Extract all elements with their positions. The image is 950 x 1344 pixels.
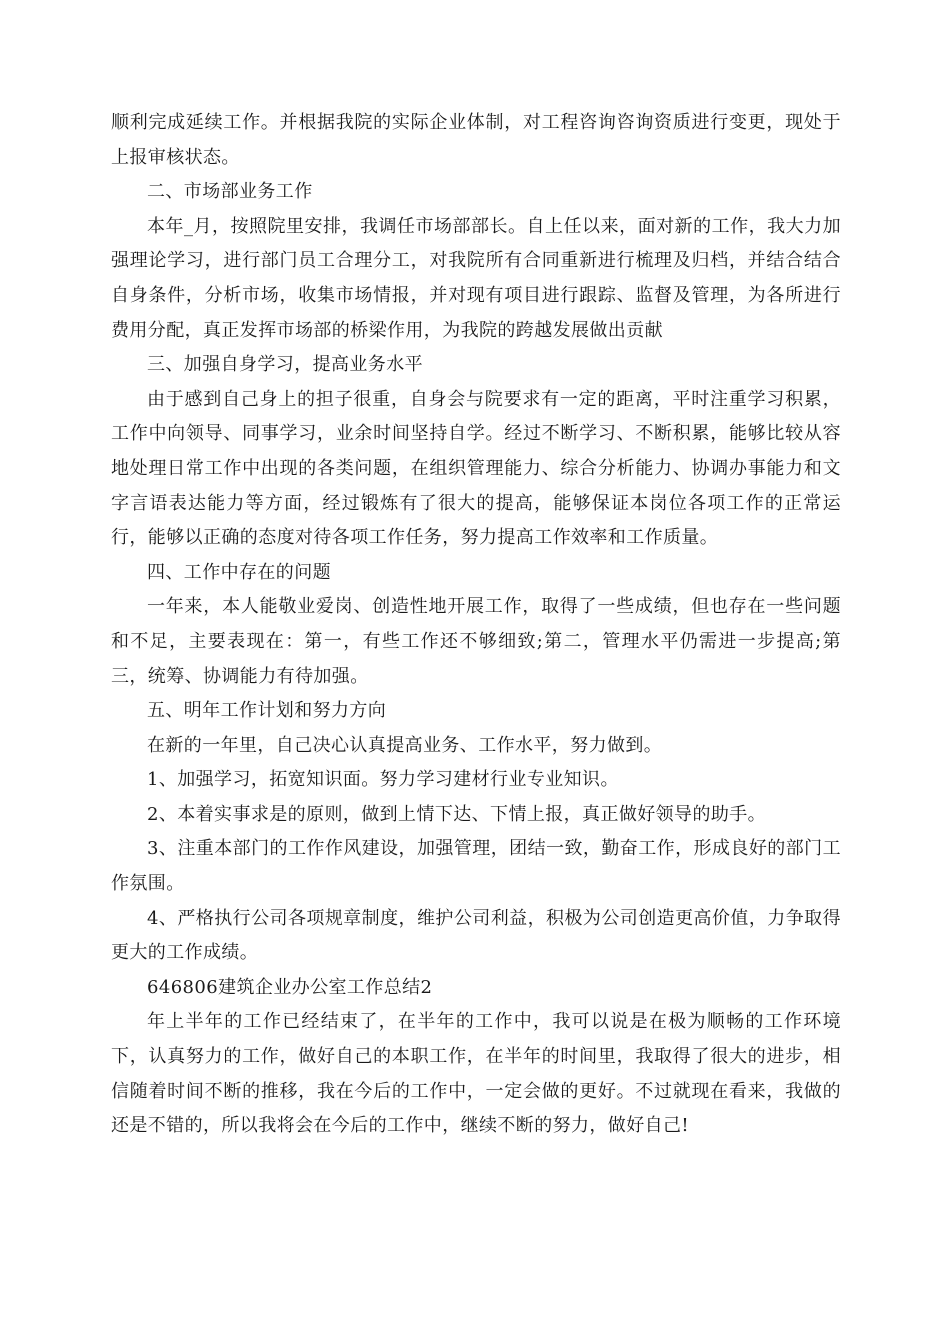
list-item-plan-3: 3、注重本部门的工作作风建设，加强管理，团结一致，勤奋工作，形成良好的部门工作氛围。	[111, 838, 841, 895]
section-heading-self-study: 三、加强自身学习，提高业务水平	[147, 354, 423, 376]
paragraph-plan-intro: 在新的一年里，自己决心认真提高业务、工作水平，努力做到。	[147, 734, 663, 756]
document-body	[111, 106, 841, 1144]
list-item-plan-2: 2、本着实事求是的原则，做到上情下达、下情上报，真正做好领导的助手。	[147, 803, 767, 825]
paragraph-problems: 一年来，本人能敬业爱岗、创造性地开展工作，取得了一些成绩，但也存在一些问题和不足，主要表现在：第一，有些工作还不够细致;第二，管理水平仍需进一步提高;第三，统筹、协调能力有待加强。	[111, 596, 841, 687]
list-item-plan-1: 1、加强学习，拓宽知识面。努力学习建材行业专业知识。	[147, 769, 619, 791]
paragraph-1: 顺利完成延续工作。并根据我院的实际企业体制，对工程咨询咨询资质进行变更，现处于上报审核状态。	[111, 112, 841, 168]
section-heading-problems: 四、工作中存在的问题	[147, 561, 331, 583]
paragraph-half-year: 年上半年的工作已经结束了，在半年的工作中，我可以说是在极为顺畅的工作环境下，认真努力的工作，做好自己的本职工作，在半年的时间里，我取得了很大的进步，相信随着时间不断的推移，我在今后的工作中，一定会做的更好。不过就现在看来，我做的还是不错的，所以我将会在今后的工作中，继续不断的努力，做好自己!	[111, 1011, 841, 1137]
paragraph-self-study: 由于感到自己身上的担子很重，自身会与院要求有一定的距离，平时注重学习积累，工作中向领导、同事学习，业余时间坚持自学。经过不断学习、不断积累，能够比较从容地处理日常工作中出现的各类问题，在组织管理能力、综合分析能力、协调办事能力和文字言语表达能力等方面，经过锻炼有了很大的提高，能够保证本岗位各项工作的正常运行，能够以正确的态度对待各项工作任务，努力提高工作效率和工作质量。	[111, 388, 841, 549]
document-subtitle-2: 646806建筑企业办公室工作总结2	[147, 976, 433, 998]
section-heading-plan: 五、明年工作计划和努力方向	[147, 700, 387, 722]
section-heading-market: 二、市场部业务工作	[147, 181, 313, 203]
list-item-plan-4: 4、严格执行公司各项规章制度，维护公司利益，积极为公司创造更高价值，力争取得更大的工作成绩。	[111, 907, 841, 964]
paragraph-market: 本年_月，按照院里安排，我调任市场部部长。自上任以来，面对新的工作，我大力加强理论学习，进行部门员工合理分工，对我院所有合同重新进行梳理及归档，并结合结合自身条件，分析市场，收集市场情报，并对现有项目进行跟踪、监督及管理，为各所进行费用分配，真正发挥市场部的桥梁作用，为我院的跨越发展做出贡献	[111, 215, 841, 341]
